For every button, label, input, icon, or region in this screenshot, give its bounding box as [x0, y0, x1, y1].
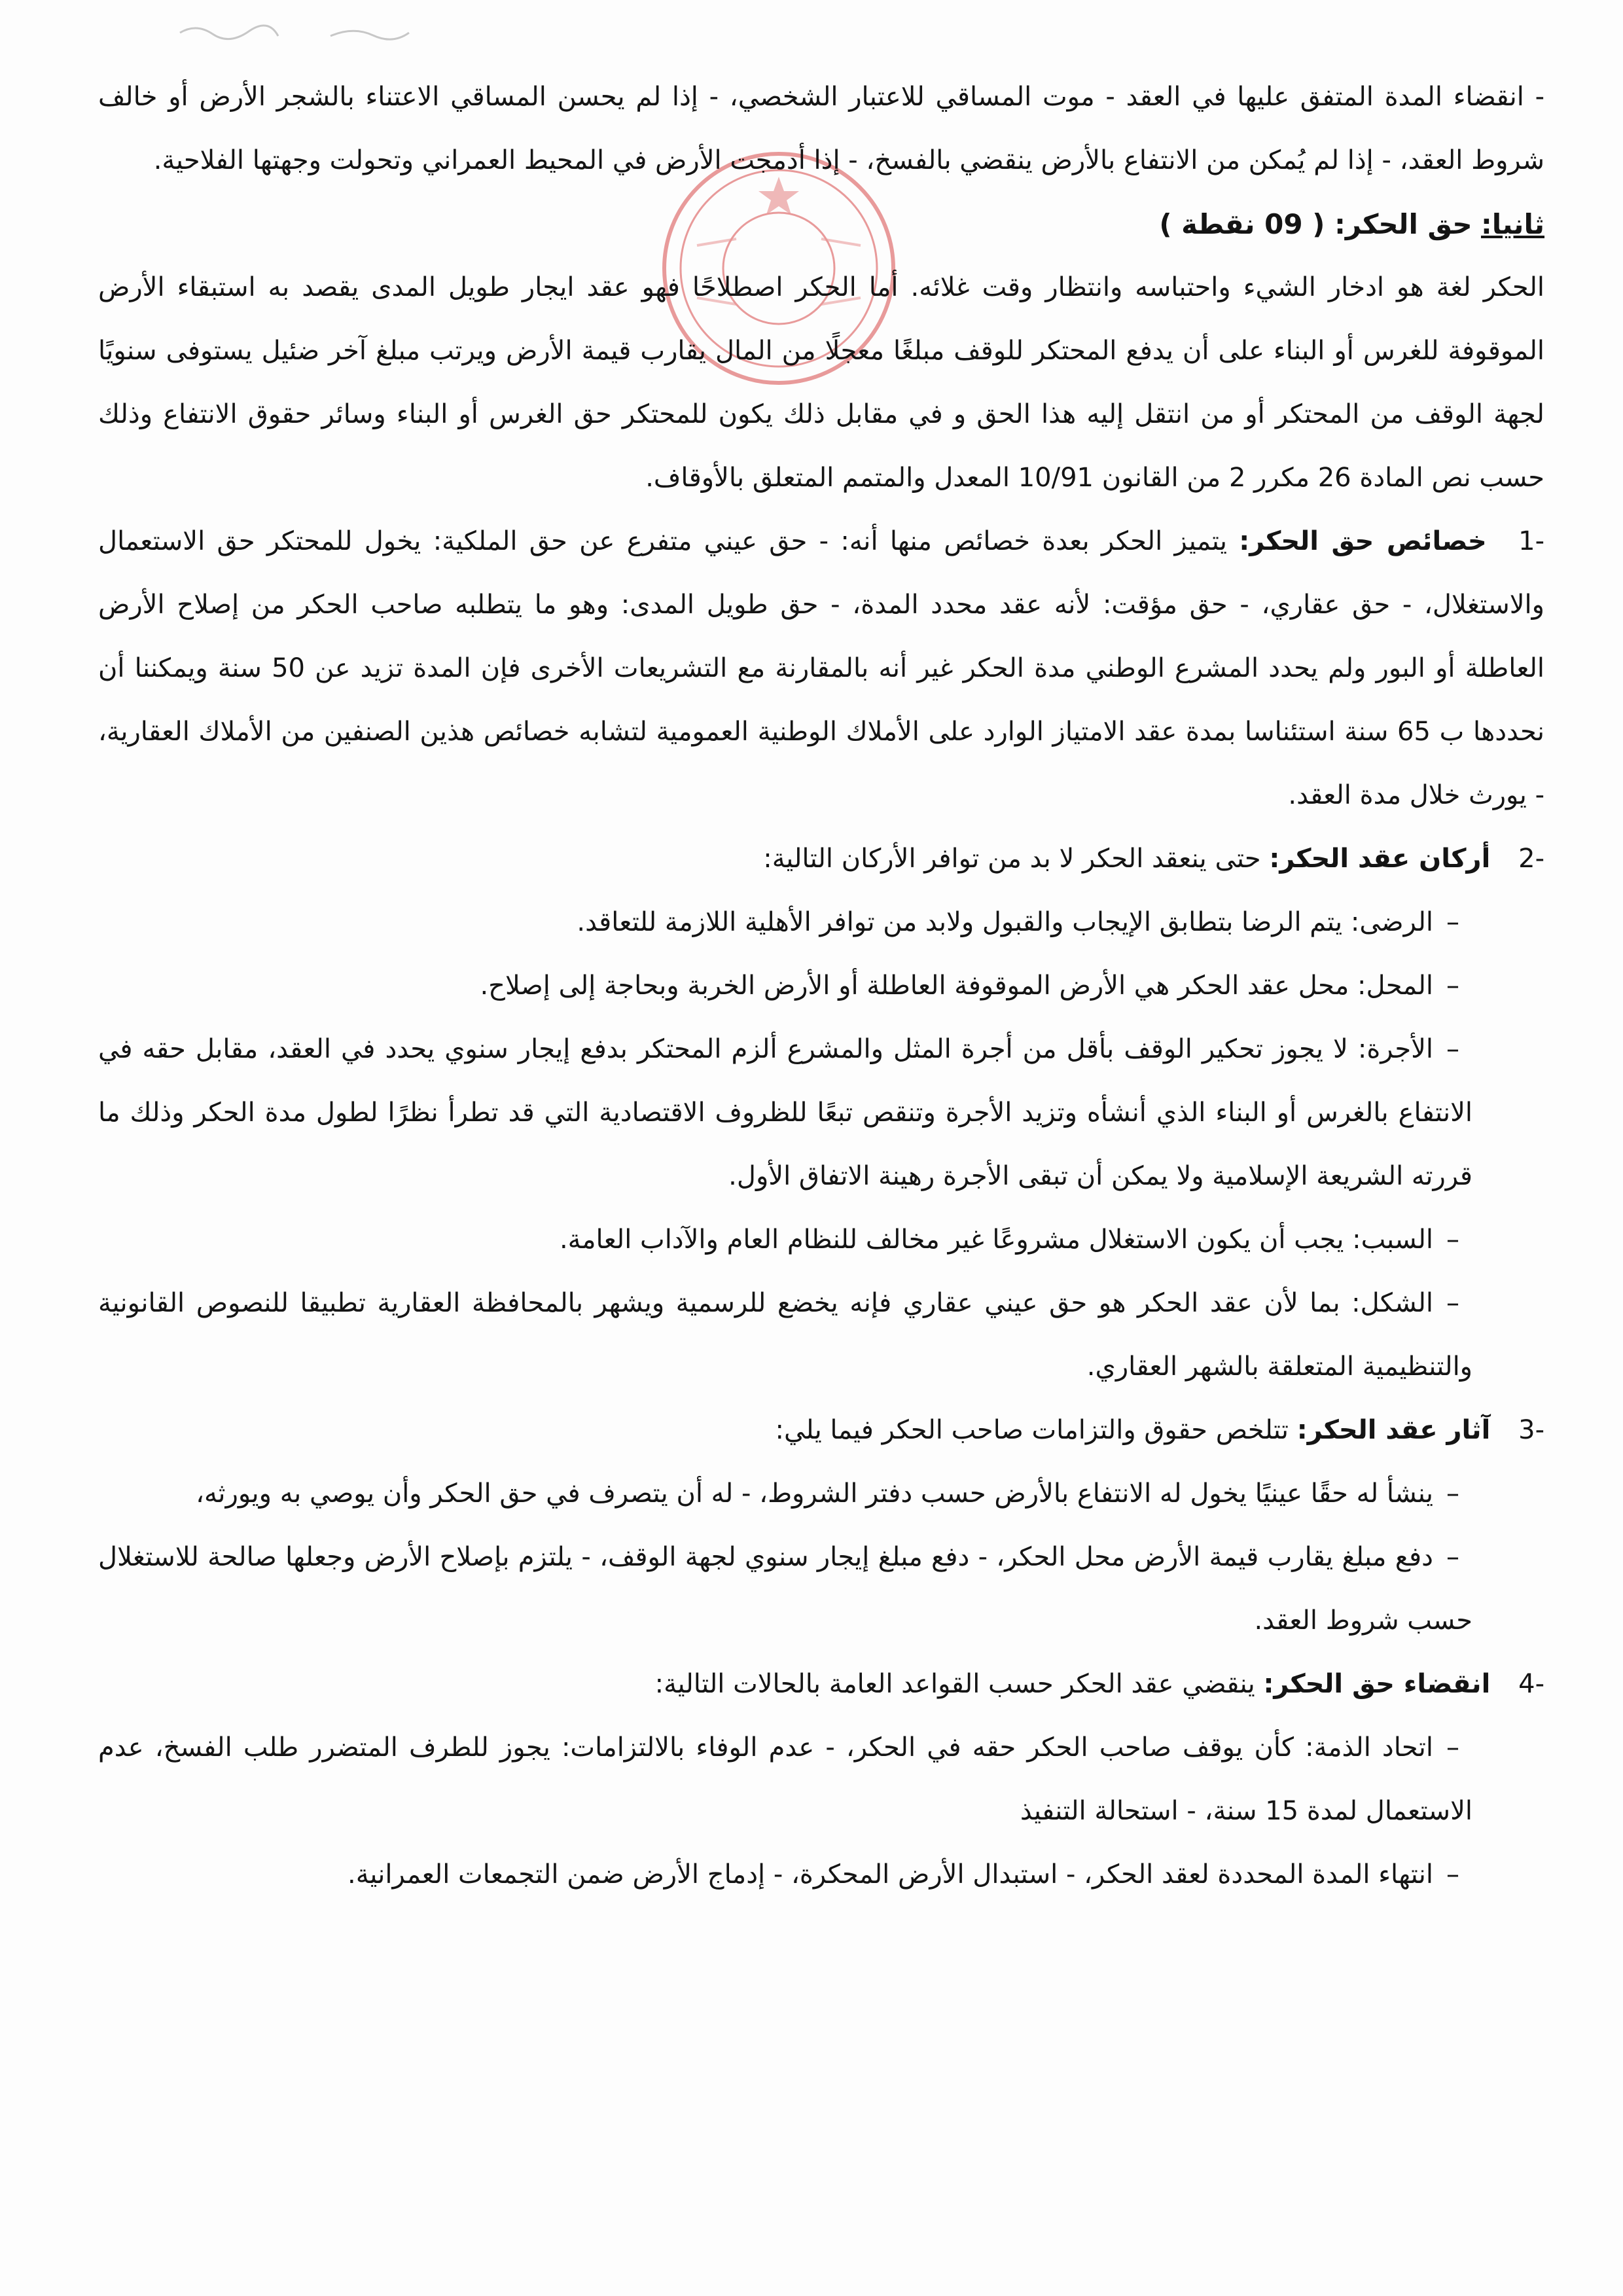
point-title: أركان عقد الحكر: — [1269, 844, 1491, 874]
list-item — [98, 1716, 1544, 1843]
dash-bullet: – — [1446, 907, 1459, 937]
dash-bullet: – — [1446, 1732, 1459, 1763]
list-item — [98, 1843, 1544, 1907]
dash-bullet: – — [1446, 1225, 1459, 1255]
section-heading — [98, 192, 1544, 256]
point-text: تتلخص حقوق والتزامات صاحب الحكر فيما يلي: — [775, 1415, 1289, 1445]
list-item — [98, 1272, 1544, 1399]
section-intro: الحكر لغة هو ادخار الشيء واحتباسه وانتظار وقت غلائه. أما الحكر اصطلاحًا فهو عقد ايجار طويل المدى يقصد به استبقاء الأرض الموقوفة للغرس أو البناء على أن يدفع المحتكر للوقف مبلغًا معجلًا من المال يقارب قيمة الأرض ويرتب مبلغ آخر ضئيل يستوفى سنويًا لجهة الوقف من المحتكر أو من انتقل إليه هذا الحق و في مقابل ذلك يكون للمحتكر حق الغرس أو البناء وسائر حقوق الانتفاع وذلك حسب نص المادة 26 مكرر 2 من القانون 10/91 المعدل والمتمم المتعلق بالأوقاف. — [98, 272, 1544, 493]
point-3 — [98, 1399, 1544, 1462]
dash-bullet: – — [1446, 1542, 1459, 1572]
point-4 — [98, 1653, 1544, 1716]
point-text: ينقضي عقد الحكر حسب القواعد العامة بالحالات التالية: — [654, 1669, 1255, 1699]
point-title: آثار عقد الحكر: — [1296, 1415, 1491, 1445]
list-item — [98, 891, 1544, 954]
list-item-text: انتهاء المدة المحددة لعقد الحكر، - استبدال الأرض المحكرة، - إدماج الأرض ضمن التجمعات العمرانية. — [348, 1859, 1433, 1890]
point-1 — [98, 510, 1544, 827]
point-number: -1 — [1518, 526, 1545, 556]
dash-bullet: – — [1446, 1479, 1459, 1509]
point-number: -4 — [1518, 1669, 1544, 1699]
dash-bullet: – — [1446, 1859, 1459, 1890]
list-item — [98, 1208, 1544, 1272]
document-body — [98, 65, 1544, 1907]
list-item — [98, 1462, 1544, 1526]
point-number: -2 — [1518, 844, 1544, 874]
point-title: انقضاء حق الحكر: — [1263, 1669, 1491, 1699]
point-text: يتميز الحكر بعدة خصائص منها أنه: - حق عيني متفرع عن حق الملكية: يخول للمحتكر حق الاستعمال والاستغلال، - حق عقاري، - حق مؤقت: لأنه عقد محدد المدة، - حق طويل المدى: وهو ما يتطلبه صاحب الحكر من إصلاح الأرض العاطلة أو البور ولم يحدد المشرع الوطني مدة الحكر غير أنه بالمقارنة مع التشريعات الأخرى فإن المدة تزيد عن 50 سنة ويمكننا أن نحددها ب 65 سنة استئناسا بمدة عقد الامتياز الوارد على الأملاك الوطنية العمومية لتشابه خصائص هذين الصنفين من الأملاك العقارية، - يورث خلال مدة العقد. — [98, 526, 1545, 810]
list-item-text: دفع مبلغ يقارب قيمة الأرض محل الحكر، - دفع مبلغ إيجار سنوي لجهة الوقف، - يلتزم بإصلاح الأرض وجعلها صالحة للاستغلال حسب شروط العقد. — [98, 1542, 1472, 1636]
list-item-text: الشكل: بما لأن عقد الحكر هو حق عيني عقاري فإنه يخضع للرسمية ويشهر بالمحافظة العقارية تطبيقا للنصوص القانونية والتنظيمية المتعلقة بالشهر العقاري. — [98, 1288, 1472, 1382]
top-list-paragraph: - انقضاء المدة المتفق عليها في العقد - موت المساقي للاعتبار الشخصي، - إذا لم يحسن المساقي الاعتناء بالشجر الأرض أو خالف شروط العقد، - إذا لم يُمكن من الانتفاع بالأرض ينقضي بالفسخ، - إذا أدمجت الأرض في المحيط العمراني وتحولت وجهتها الفلاحية. — [98, 82, 1544, 175]
list-item-text: الأجرة: لا يجوز تحكير الوقف بأقل من أجرة المثل والمشرع ألزم المحتكر بدفع إيجار سنوي يحدد في العقد، مقابل حقه في الانتفاع بالغرس أو البناء الذي أنشأه وتزيد الأجرة وتنقص تبعًا للظروف الاقتصادية التي قد تطرأ نظرًا لطول مدة الحكر وذلك ما قررته الشريعة الإسلامية ولا يمكن أن تبقى الأجرة رهينة الاتفاق الأول. — [98, 1034, 1472, 1191]
list-item — [98, 1018, 1544, 1208]
list-item-text: السبب: يجب أن يكون الاستغلال مشروعًا غير مخالف للنظام العام والآداب العامة. — [559, 1225, 1433, 1255]
section-title: حق الحكر: ( 09 نقطة ) — [1159, 208, 1472, 240]
list-item — [98, 954, 1544, 1018]
list-item-text: ينشأ له حقًا عينيًا يخول له الانتفاع بالأرض حسب دفتر الشروط، - له أن يتصرف في حق الحكر وأن يوصي به ويورثه، — [196, 1479, 1433, 1509]
dash-bullet: – — [1446, 1288, 1459, 1318]
point-text: حتى ينعقد الحكر لا بد من توافر الأركان التالية: — [763, 844, 1261, 874]
scan-artifact — [327, 20, 412, 46]
list-item — [98, 1526, 1544, 1653]
point-title: خصائص حق الحكر: — [1239, 526, 1487, 556]
point-number: -3 — [1518, 1415, 1544, 1445]
dash-bullet: – — [1446, 971, 1459, 1001]
scan-artifact — [177, 20, 281, 46]
list-item-text: المحل: محل عقد الحكر هي الأرض الموقوفة العاطلة أو الأرض الخربة وبحاجة إلى إصلاح. — [480, 971, 1433, 1001]
point-2 — [98, 827, 1544, 891]
list-item-text: الرضى: يتم الرضا بتطابق الإيجاب والقبول ولابد من توافر الأهلية اللازمة للتعاقد. — [577, 907, 1433, 937]
section-label: ثانيا: — [1480, 208, 1544, 240]
dash-bullet: – — [1446, 1034, 1459, 1064]
list-item-text: اتحاد الذمة: كأن يوقف صاحب الحكر حقه في الحكر، - عدم الوفاء بالالتزامات: يجوز للطرف المتضرر طلب الفسخ، عدم الاستعمال لمدة 15 سنة، - استحالة التنفيذ — [98, 1732, 1472, 1826]
